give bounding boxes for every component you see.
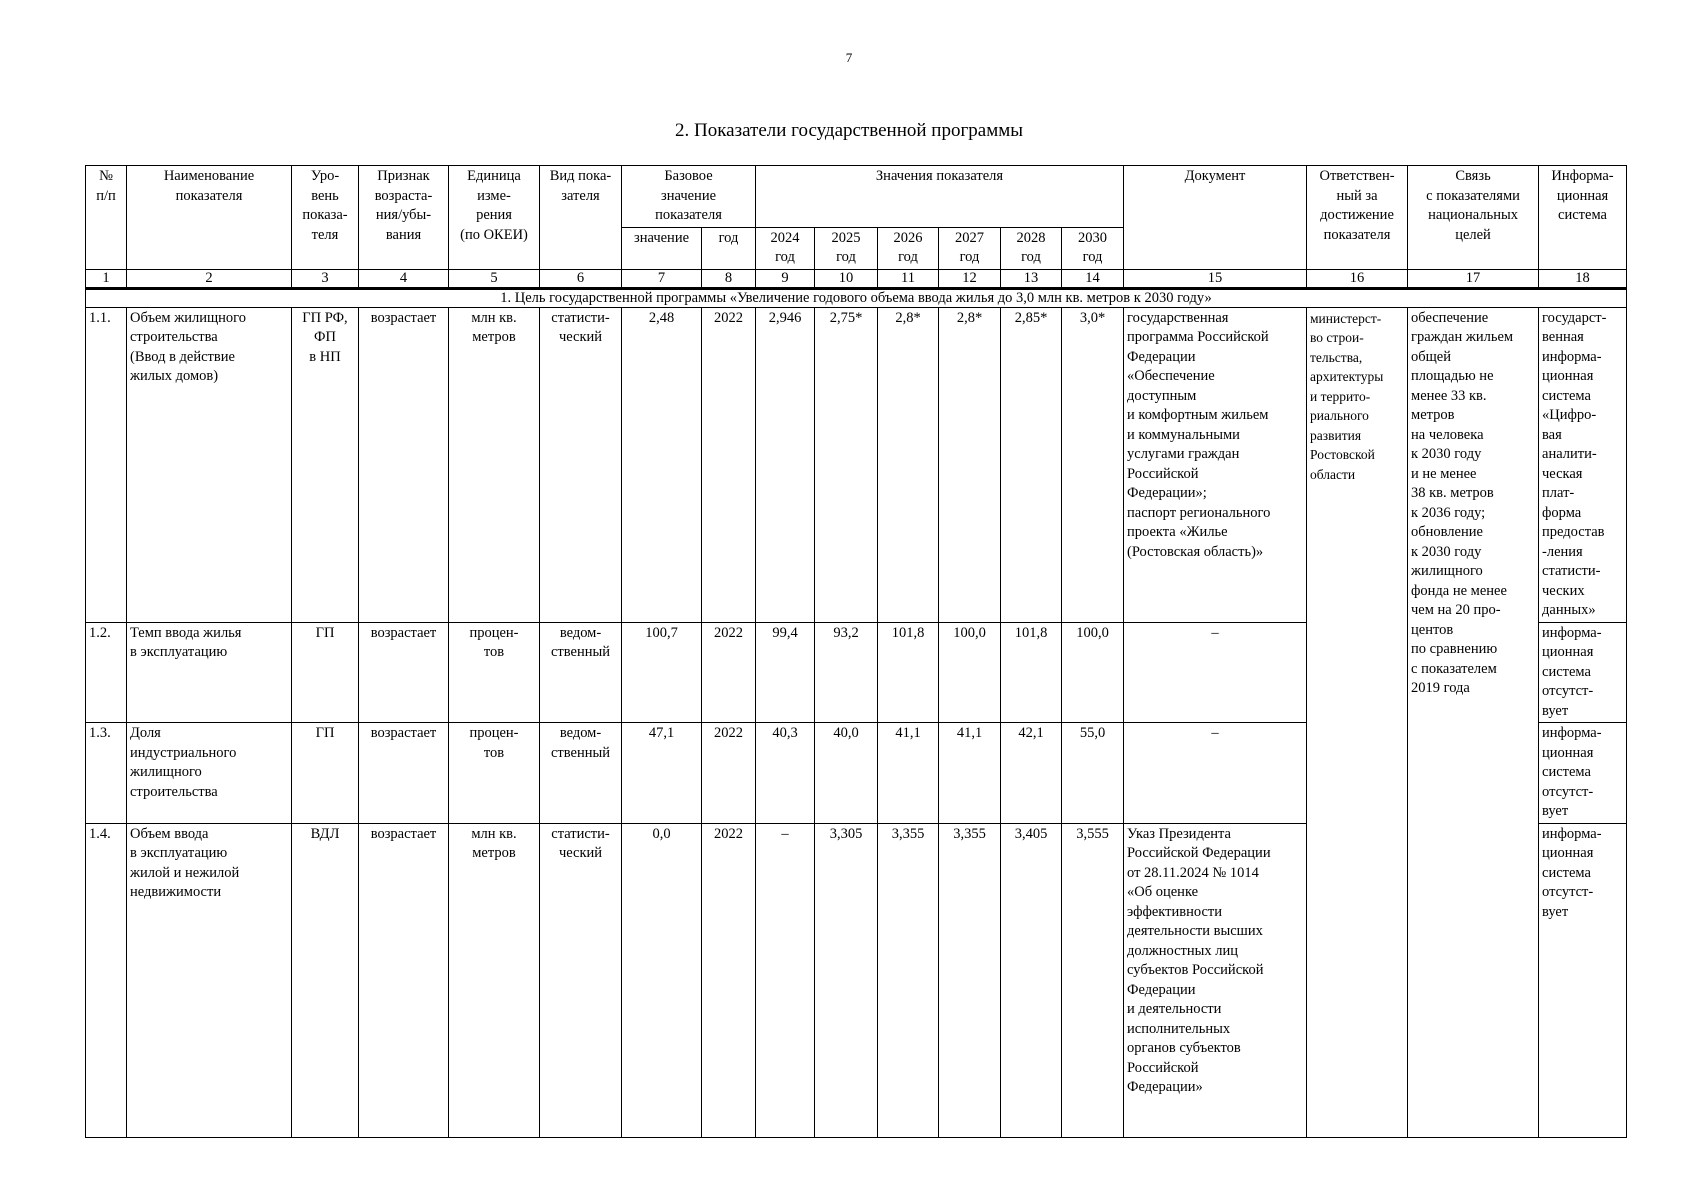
row-unit: процен- тов <box>449 622 540 723</box>
row-value-2026: 41,1 <box>878 723 939 824</box>
column-number: 16 <box>1307 269 1408 288</box>
national-goals-link-cell: обеспечение граждан жильем общей площадью не менее 33 кв. метров на человека к 2030 году и не менее 38 кв. метров к 2036 году; обновление к 2030 году жилищного фонда не менее чем на 20 про- центов по сравнению с показателем 2019 года <box>1408 307 1539 1137</box>
row-level: ГП РФ, ФП в НП <box>292 307 359 622</box>
row-type: статисти- ческий <box>540 307 622 622</box>
row-value-2030: 3,0* <box>1062 307 1124 622</box>
row-info-system: информа- ционная система отсутст- вует <box>1539 622 1627 723</box>
row-num: 1.2. <box>86 622 127 723</box>
column-number: 7 <box>622 269 702 288</box>
row-info-system: информа- ционная система отсутст- вует <box>1539 823 1627 1137</box>
indicators-table <box>85 165 1627 1138</box>
row-value-2030: 100,0 <box>1062 622 1124 723</box>
header-year-2025: 2025 год <box>815 227 878 269</box>
header-document: Документ <box>1124 166 1307 270</box>
header-base-value: значение <box>622 227 702 269</box>
header-base-year: год <box>702 227 756 269</box>
header-year-2028: 2028 год <box>1001 227 1062 269</box>
row-unit: млн кв. метров <box>449 307 540 622</box>
column-number: 3 <box>292 269 359 288</box>
row-value-2025: 40,0 <box>815 723 878 824</box>
header-year-2030: 2030 год <box>1062 227 1124 269</box>
row-sign: возрастает <box>359 622 449 723</box>
row-level: ГП <box>292 723 359 824</box>
column-number: 13 <box>1001 269 1062 288</box>
header-type: Вид пока- зателя <box>540 166 622 270</box>
row-value-2024: 99,4 <box>756 622 815 723</box>
row-value-2027: 100,0 <box>939 622 1001 723</box>
row-value-2024: 2,946 <box>756 307 815 622</box>
header-info: Информа- ционная система <box>1539 166 1627 270</box>
row-base-value: 100,7 <box>622 622 702 723</box>
header-year-2026: 2026 год <box>878 227 939 269</box>
page-title: 2. Показатели государственной программы <box>674 120 1024 141</box>
column-number: 11 <box>878 269 939 288</box>
row-info-system: информа- ционная система отсутст- вует <box>1539 723 1627 824</box>
row-document: – <box>1124 723 1307 824</box>
row-type: ведом- ственный <box>540 622 622 723</box>
column-number-row <box>86 269 1627 288</box>
row-sign: возрастает <box>359 723 449 824</box>
row-base-value: 0,0 <box>622 823 702 1137</box>
column-number: 10 <box>815 269 878 288</box>
row-num: 1.1. <box>86 307 127 622</box>
header-sign: Признак возраста- ния/убы- вания <box>359 166 449 270</box>
row-value-2028: 2,85* <box>1001 307 1062 622</box>
row-name: Доля индустриального жилищного строительства <box>127 723 292 824</box>
column-number: 9 <box>756 269 815 288</box>
column-number: 17 <box>1408 269 1539 288</box>
header-year-2024: 2024 год <box>756 227 815 269</box>
row-base-year: 2022 <box>702 622 756 723</box>
table-row <box>86 307 1627 622</box>
header-row-1 <box>86 166 1627 228</box>
row-document: Указ Президента Российской Федерации от 28.11.2024 № 1014 «Об оценке эффективности деятельности высших должностных лиц субъектов Российской Федерации и деятельности исполнительных органов субъектов Российской Федерации» <box>1124 823 1307 1137</box>
column-number: 4 <box>359 269 449 288</box>
column-number: 18 <box>1539 269 1627 288</box>
row-value-2030: 3,555 <box>1062 823 1124 1137</box>
row-value-2030: 55,0 <box>1062 723 1124 824</box>
column-number: 15 <box>1124 269 1307 288</box>
row-info-system: государст- венная информа- ционная система «Цифро- вая аналити- ческая плат- форма предостав -ления статисти- ческих данных» <box>1539 307 1627 622</box>
header-num: № п/п <box>86 166 127 270</box>
header-name: Наименование показателя <box>127 166 292 270</box>
row-unit: млн кв. метров <box>449 823 540 1137</box>
header-base: Базовое значение показателя <box>622 166 756 228</box>
column-number: 1 <box>86 269 127 288</box>
row-name: Объем ввода в эксплуатацию жилой и нежилой недвижимости <box>127 823 292 1137</box>
row-name: Темп ввода жилья в эксплуатацию <box>127 622 292 723</box>
row-value-2026: 3,355 <box>878 823 939 1137</box>
row-base-year: 2022 <box>702 307 756 622</box>
row-sign: возрастает <box>359 307 449 622</box>
row-num: 1.3. <box>86 723 127 824</box>
row-unit: процен- тов <box>449 723 540 824</box>
row-value-2025: 3,305 <box>815 823 878 1137</box>
row-document: государственная программа Российской Федерации «Обеспечение доступным и комфортным жильем и коммунальными услугами граждан Российской Федерации»; паспорт регионального проекта «Жилье (Ростовская область)» <box>1124 307 1307 622</box>
responsible-cell: министерст- во строи- тельства, архитектуры и террито- риального развития Ростовской области <box>1307 307 1408 1137</box>
row-value-2025: 2,75* <box>815 307 878 622</box>
header-link: Связь с показателями национальных целей <box>1408 166 1539 270</box>
column-number: 5 <box>449 269 540 288</box>
row-type: ведом- ственный <box>540 723 622 824</box>
column-number: 14 <box>1062 269 1124 288</box>
row-value-2028: 42,1 <box>1001 723 1062 824</box>
row-document: – <box>1124 622 1307 723</box>
row-level: ВДЛ <box>292 823 359 1137</box>
row-value-2028: 101,8 <box>1001 622 1062 723</box>
row-value-2027: 2,8* <box>939 307 1001 622</box>
row-base-value: 47,1 <box>622 723 702 824</box>
row-type: статисти- ческий <box>540 823 622 1137</box>
row-value-2026: 2,8* <box>878 307 939 622</box>
goal-text: 1. Цель государственной программы «Увеличение годового объема ввода жилья до 3,0 млн кв. метров к 2030 году» <box>86 288 1627 307</box>
row-sign: возрастает <box>359 823 449 1137</box>
row-value-2026: 101,8 <box>878 622 939 723</box>
column-number: 12 <box>939 269 1001 288</box>
row-value-2027: 3,355 <box>939 823 1001 1137</box>
column-number: 2 <box>127 269 292 288</box>
row-name: Объем жилищного строительства (Ввод в действие жилых домов) <box>127 307 292 622</box>
header-level: Уро- вень показа- теля <box>292 166 359 270</box>
row-base-year: 2022 <box>702 723 756 824</box>
header-values: Значения показателя <box>756 166 1124 228</box>
column-number: 8 <box>702 269 756 288</box>
row-value-2027: 41,1 <box>939 723 1001 824</box>
header-year-2027: 2027 год <box>939 227 1001 269</box>
row-value-2025: 93,2 <box>815 622 878 723</box>
row-base-value: 2,48 <box>622 307 702 622</box>
goal-row <box>86 288 1627 307</box>
column-number: 6 <box>540 269 622 288</box>
row-level: ГП <box>292 622 359 723</box>
row-value-2028: 3,405 <box>1001 823 1062 1137</box>
row-base-year: 2022 <box>702 823 756 1137</box>
row-value-2024: – <box>756 823 815 1137</box>
header-unit: Единица изме- рения (по ОКЕИ) <box>449 166 540 270</box>
row-value-2024: 40,3 <box>756 723 815 824</box>
row-num: 1.4. <box>86 823 127 1137</box>
page-number: 7 <box>845 50 853 65</box>
header-responsible: Ответствен- ный за достижение показателя <box>1307 166 1408 270</box>
